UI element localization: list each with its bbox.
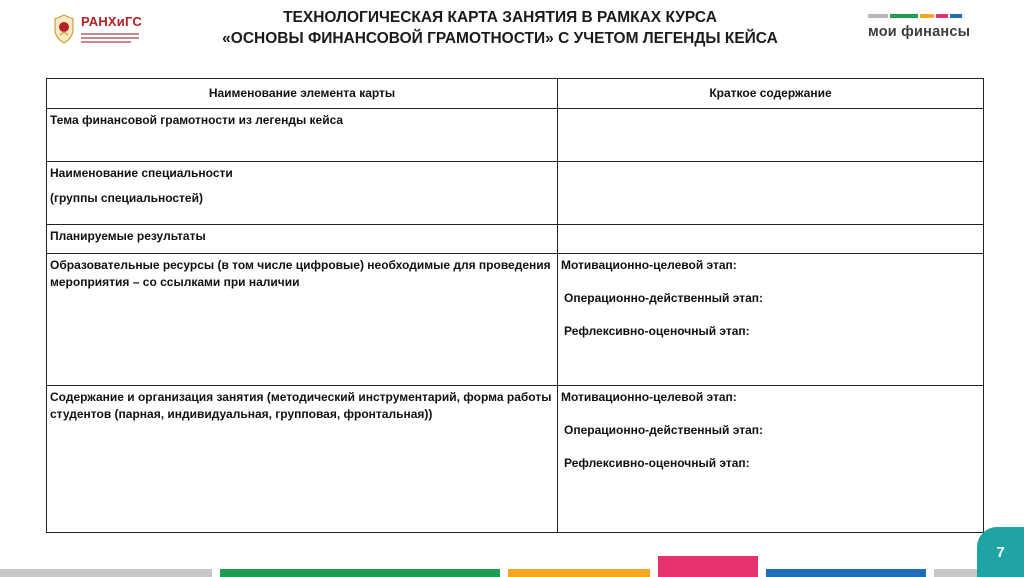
row-label-text: Тема финансовой грамотности из легенды кейса [50, 113, 344, 127]
moi-finansy-text: мои финансы [868, 24, 971, 40]
row-label [47, 386, 558, 533]
logo-color-bars [868, 14, 974, 18]
row-content-cell[interactable] [558, 225, 984, 254]
logo-bar [890, 14, 918, 18]
page-number: 7 [977, 527, 1024, 577]
emblem-icon [52, 14, 76, 44]
footer-bar [766, 569, 926, 577]
stage-motivational: Мотивационно-целевой этап: [561, 258, 737, 272]
logo-bar [920, 14, 934, 18]
footer-bar [220, 569, 500, 577]
logo-bar [950, 14, 962, 18]
row-label [47, 162, 558, 225]
table-row [47, 386, 984, 533]
row-content-cell[interactable] [558, 386, 984, 533]
table-header-row [47, 79, 984, 109]
logo-bar [936, 14, 948, 18]
tech-card-table [46, 78, 984, 533]
row-label-text: Наименование специальности [50, 166, 233, 180]
footer-bar [508, 569, 650, 577]
table-row [47, 109, 984, 162]
row-label-text: Содержание и организация занятия (методический инструментарий, форма работы студентов (парная, индивидуальная, групповая, фронтальная)) [50, 390, 552, 421]
ranepa-logo-text: РАНХиГС [81, 14, 142, 29]
ranepa-logo [52, 12, 142, 46]
title-line-2: «ОСНОВЫ ФИНАНСОВОЙ ГРАМОТНОСТИ» С УЧЕТОМ ЛЕГЕНДЫ КЕЙСА [222, 30, 778, 47]
moi-finansy-logo [868, 14, 974, 44]
row-label [47, 109, 558, 162]
table-row [47, 254, 984, 386]
title-line-1: ТЕХНОЛОГИЧЕСКАЯ КАРТА ЗАНЯТИЯ В РАМКАХ КУРСА [283, 9, 717, 26]
row-label-text: Образовательные ресурсы (в том числе цифровые) необходимые для проведения мероприятия – со ссылками при наличии [50, 258, 551, 289]
logo-bar [868, 14, 888, 18]
table-row [47, 225, 984, 254]
stage-reflexive: Рефлексивно-оценочный этап: [564, 456, 750, 470]
stage-operational: Операционно-действенный этап: [564, 291, 763, 305]
row-label [47, 225, 558, 254]
stage-reflexive: Рефлексивно-оценочный этап: [564, 324, 750, 338]
row-content-cell[interactable] [558, 109, 984, 162]
column-header: Краткое содержание [558, 79, 984, 109]
row-label [47, 254, 558, 386]
column-header: Наименование элемента карты [47, 79, 558, 109]
page-title [180, 7, 820, 49]
ranepa-logo-subtitle [81, 31, 142, 43]
stage-operational: Операционно-действенный этап: [564, 423, 763, 437]
row-label-text: Планируемые результаты [50, 229, 206, 243]
row-content-cell[interactable] [558, 162, 984, 225]
footer-bar [934, 569, 977, 577]
row-content-cell[interactable] [558, 254, 984, 386]
stage-motivational: Мотивационно-целевой этап: [561, 390, 737, 404]
row-label-text: (группы специальностей) [50, 191, 203, 205]
footer-bar [658, 556, 758, 577]
table-row [47, 162, 984, 225]
footer-bar [0, 569, 212, 577]
